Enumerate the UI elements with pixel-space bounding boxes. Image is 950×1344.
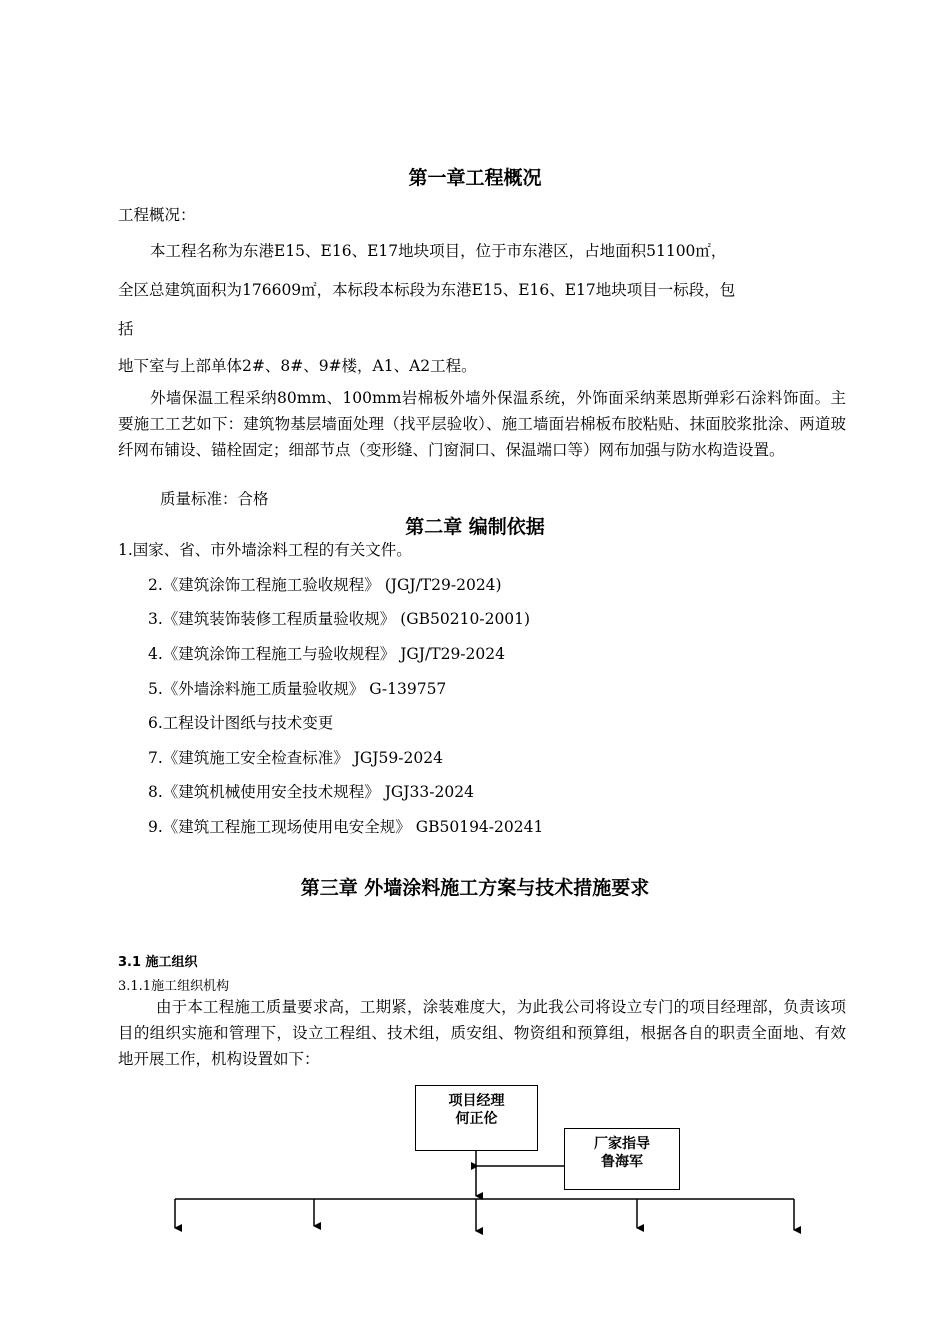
basis-item: 5.《外墙涂料施工质量验收规》 G-139757 — [148, 680, 447, 698]
basis-item: 6.工程设计图纸与技术变更 — [148, 714, 334, 732]
subsection-3-1-1: 3.1.1施工组织机构 — [118, 979, 230, 994]
section-3-1: 3.1 施工组织 — [118, 955, 198, 970]
chapter3-title: 第三章 外墙涂料施工方案与技术措施要求 — [300, 877, 650, 899]
basis-item: 9.《建筑工程施工现场使用电安全规》 GB50194-20241 — [148, 818, 544, 836]
basis-item: 2.《建筑涂饰工程施工验收规程》 (JGJ/T29-2024) — [148, 576, 502, 594]
quality-standard: 质量标准：合格 — [160, 490, 269, 508]
basis-item: 4.《建筑涂饰工程施工与验收规程》 JGJ/T29-2024 — [148, 645, 505, 663]
chapter2-title: 第二章 编制依据 — [405, 516, 545, 538]
basis-item: 1.国家、省、市外墙涂料工程的有关文件。 — [118, 541, 412, 559]
advisor-name: 鲁海军 — [601, 1154, 643, 1170]
manager-name: 何正伦 — [455, 1111, 498, 1127]
advisor-role: 厂家指导 — [594, 1136, 650, 1152]
chapter1-para1-line2: 全区总建筑面积为176609㎡，本标段本标段为东港E15、E16、E17地块项目一标段，包 — [118, 281, 736, 299]
chapter1-subhead: 工程概况： — [118, 206, 196, 224]
manufacturer-advisor-box — [564, 1128, 680, 1190]
chapter1-para1-line4: 地下室与上部单体2#、8#、9#楼，A1、A2工程。 — [118, 357, 477, 375]
basis-item: 8.《建筑机械使用安全技术规程》 JGJ33-2024 — [148, 783, 474, 801]
manager-role: 项目经理 — [448, 1093, 505, 1109]
basis-item: 7.《建筑施工安全检查标准》 JGJ59-2024 — [148, 749, 443, 767]
chapter1-title: 第一章工程概况 — [408, 167, 542, 189]
chapter1-para2: 外墙保温工程采纳80mm、100mm岩棉板外墙外保温系统，外饰面采纳莱恩斯弹彩石涂料饰面。主要施工工艺如下：建筑物基层墙面处理（找平层验收）、施工墙面岩棉板布胶粘贴、抹面胶浆批涂、两道玻纤网布铺设、锚栓固定；细部节点（变形缝、门窗洞口、保温端口等）网布加强与防水构造设置。 — [118, 389, 846, 459]
project-manager-box — [415, 1085, 538, 1151]
chapter3-para: 由于本工程施工质量要求高，工期紧，涂装难度大，为此我公司将设立专门的项目经理部，负责该项目的组织实施和管理下，设立工程组、技术组，质安组、物资组和预算组，根据各自的职责全面地、有效地开展工作，机构设置如下： — [118, 998, 846, 1068]
basis-item: 3.《建筑装饰装修工程质量验收规》 (GB50210-2001) — [148, 610, 531, 628]
chapter1-para1-line1: 本工程名称为东港E15、E16、E17地块项目，位于市东港区，占地面积51100㎡， — [150, 242, 727, 260]
chapter1-para1-line3: 括 — [118, 320, 134, 338]
